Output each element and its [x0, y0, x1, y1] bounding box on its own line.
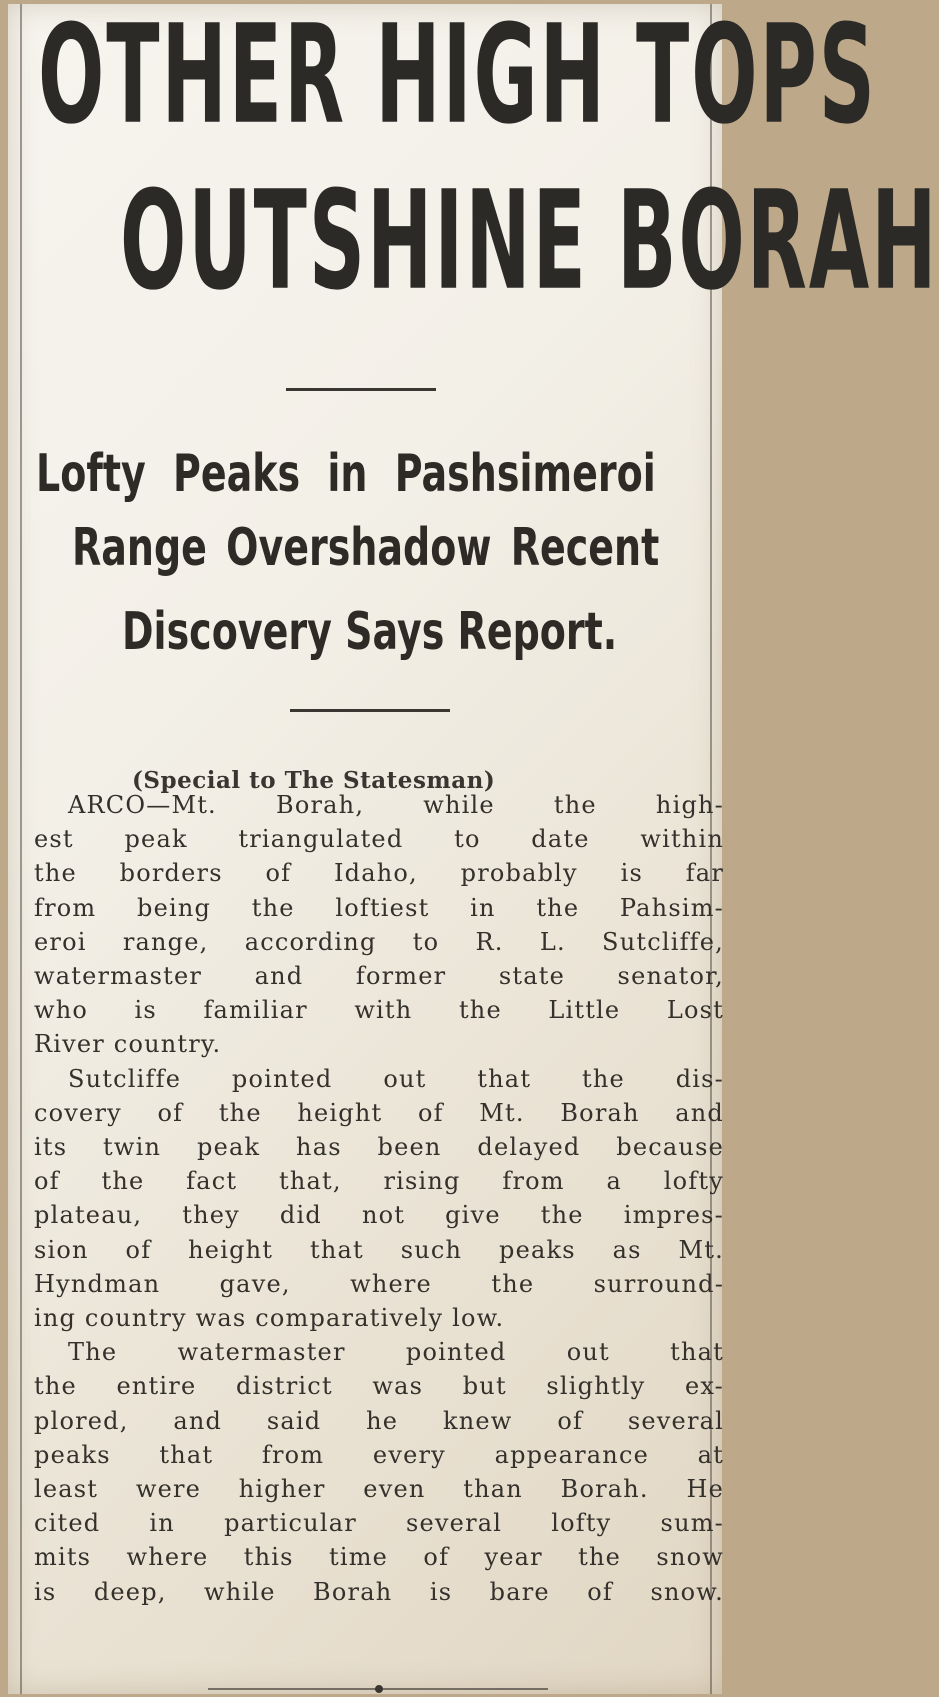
article-line: sion of height that such peaks as Mt.: [34, 1235, 724, 1264]
article-line: mits where this time of year the snow: [34, 1543, 724, 1572]
article-line: from being the loftiest in the Pahsim-: [34, 893, 724, 922]
article-line: eroi range, according to R. L. Sutcliffe,: [34, 927, 724, 956]
article-line: Sutcliffe pointed out that the dis-: [68, 1064, 724, 1093]
article-line: River country.: [34, 1030, 222, 1059]
article-line: is deep, while Borah is bare of snow.: [34, 1577, 724, 1606]
article-line: ing country was comparatively low.: [34, 1304, 505, 1332]
article-line: covery of the height of Mt. Borah and: [34, 1098, 724, 1127]
end-dot: [375, 1685, 383, 1693]
deck-line-2: Range Overshadow Recent: [72, 517, 660, 578]
article-line: its twin peak has been delayed because: [34, 1133, 724, 1161]
article-line: Hyndman gave, where the surround-: [34, 1269, 724, 1298]
headline-line-2: OUTSHINE BORAH: [120, 163, 939, 321]
headline-divider: [286, 388, 436, 391]
article-line: who is familiar with the Little Lost: [34, 996, 724, 1025]
article-line: peaks that from every appearance at: [34, 1440, 724, 1469]
article-line: the borders of Idaho, probably is far: [34, 859, 724, 888]
article-line: The watermaster pointed out that: [68, 1338, 724, 1367]
article-line: least were higher even than Borah. He: [34, 1475, 724, 1503]
article-line: plateau, they did not give the impres-: [34, 1201, 724, 1230]
article-line: est peak triangulated to date within: [34, 825, 724, 854]
newspaper-clipping: [8, 0, 939, 1694]
headline-line-1: OTHER HIGH TOPS: [38, 0, 877, 155]
byline: (Special to The Statesman): [132, 767, 496, 794]
deck-line-3: Discovery Says Report.: [122, 601, 618, 662]
deck-divider: [290, 709, 450, 712]
deck-line-1: Lofty Peaks in Pashsimeroi: [36, 443, 656, 504]
article-line: plored, and said he knew of several: [34, 1406, 724, 1435]
article-line: ARCO—Mt. Borah, while the high-: [68, 791, 724, 819]
article-line: cited in particular several lofty sum-: [34, 1509, 724, 1538]
article-line: the entire district was but slightly ex-: [34, 1372, 724, 1401]
article-line: of the fact that, rising from a lofty: [34, 1167, 724, 1196]
column-rule-left: [20, 4, 22, 1694]
article-line: watermaster and former state senator,: [34, 962, 724, 990]
